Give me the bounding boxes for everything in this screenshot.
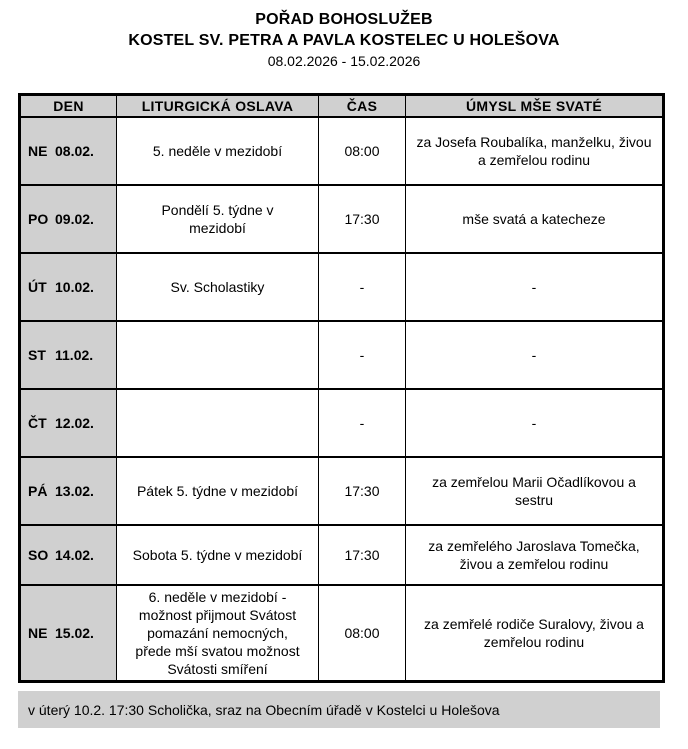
schedule-table: [18, 93, 665, 683]
time-cell: 08:00: [319, 585, 406, 682]
intention-cell: -: [406, 253, 664, 321]
day-abbr-label: NE: [28, 625, 48, 641]
celebration-cell: [117, 389, 319, 457]
table-row: [20, 253, 664, 321]
intention-cell: mše svatá a katecheze: [406, 185, 664, 253]
celebration-cell: Pondělí 5. týdne v mezidobí: [117, 185, 319, 253]
day-date-label: 12.02.: [55, 415, 94, 431]
column-header-day: DEN: [20, 95, 117, 118]
day-cell: [20, 321, 117, 389]
table-row: [20, 321, 664, 389]
intention-cell: za zemřelého Jaroslava Tomečka, živou a zemřelou rodinu: [406, 525, 664, 585]
time-cell: 17:30: [319, 457, 406, 525]
time-cell: -: [319, 389, 406, 457]
table-row: [20, 457, 664, 525]
intention-cell: -: [406, 321, 664, 389]
day-cell: [20, 185, 117, 253]
header-row: [20, 95, 664, 118]
day-cell: [20, 253, 117, 321]
column-header-celebration: LITURGICKÁ OSLAVA: [117, 95, 319, 118]
day-abbr-label: PÁ: [28, 483, 48, 499]
time-cell: 17:30: [319, 525, 406, 585]
day-abbr-label: ÚT: [28, 279, 47, 295]
table-row: [20, 585, 664, 682]
day-abbr-label: NE: [28, 143, 48, 159]
intention-cell: za zemřelou Marii Očadlíkovou a sestru: [406, 457, 664, 525]
day-date-label: 15.02.: [55, 625, 94, 641]
intention-cell: za zemřelé rodiče Suralovy, živou a zemřelou rodinu: [406, 585, 664, 682]
day-cell: [20, 585, 117, 682]
day-abbr-label: ST: [28, 347, 46, 363]
celebration-cell: Sobota 5. týdne v mezidobí: [117, 525, 319, 585]
time-cell: 17:30: [319, 185, 406, 253]
intention-cell: za Josefa Roubalíka, manželku, živou a zemřelou rodinu: [406, 117, 664, 185]
day-cell: [20, 389, 117, 457]
table-row: [20, 389, 664, 457]
celebration-cell: 5. neděle v mezidobí: [117, 117, 319, 185]
day-date-label: 13.02.: [55, 483, 94, 499]
table-header: [20, 95, 664, 118]
day-abbr-label: SO: [28, 547, 49, 563]
table-row: [20, 117, 664, 185]
celebration-cell: Pátek 5. týdne v mezidobí: [117, 457, 319, 525]
footer-note-text: v úterý 10.2. 17:30 Scholička, sraz na Obecním úřadě v Kostelci u Holešova: [28, 701, 500, 718]
table-row: [20, 185, 664, 253]
day-date-label: 09.02.: [55, 211, 94, 227]
doc-date-range: 08.02.2026 - 15.02.2026: [267, 53, 421, 69]
column-header-intention: ÚMYSL MŠE SVATÉ: [406, 95, 664, 118]
day-date-label: 08.02.: [55, 143, 94, 159]
schedule-table-body: [20, 117, 664, 682]
day-cell: [20, 117, 117, 185]
day-date-label: 11.02.: [55, 347, 94, 363]
day-date-label: 14.02.: [55, 547, 94, 563]
day-cell: [20, 457, 117, 525]
column-header-time: ČAS: [319, 95, 406, 118]
time-cell: -: [319, 253, 406, 321]
day-abbr-label: ČT: [28, 415, 47, 431]
time-cell: -: [319, 321, 406, 389]
day-date-label: 10.02.: [55, 279, 94, 295]
footer-note: [18, 691, 660, 728]
time-cell: 08:00: [319, 117, 406, 185]
intention-cell: -: [406, 389, 664, 457]
doc-title: POŘAD BOHOSLUŽEB: [255, 11, 433, 28]
day-abbr-label: PO: [28, 211, 49, 227]
day-cell: [20, 525, 117, 585]
celebration-cell: Sv. Scholastiky: [117, 253, 319, 321]
doc-header: [0, 0, 688, 71]
celebration-cell: 6. neděle v mezidobí - možnost přijmout Svátost pomazání nemocných, přede mší svatou možnost Svátosti smíření: [117, 585, 319, 682]
doc-subtitle: KOSTEL SV. PETRA A PAVLA KOSTELEC U HOLEŠOVA: [128, 32, 560, 49]
table-row: [20, 525, 664, 585]
celebration-cell: [117, 321, 319, 389]
